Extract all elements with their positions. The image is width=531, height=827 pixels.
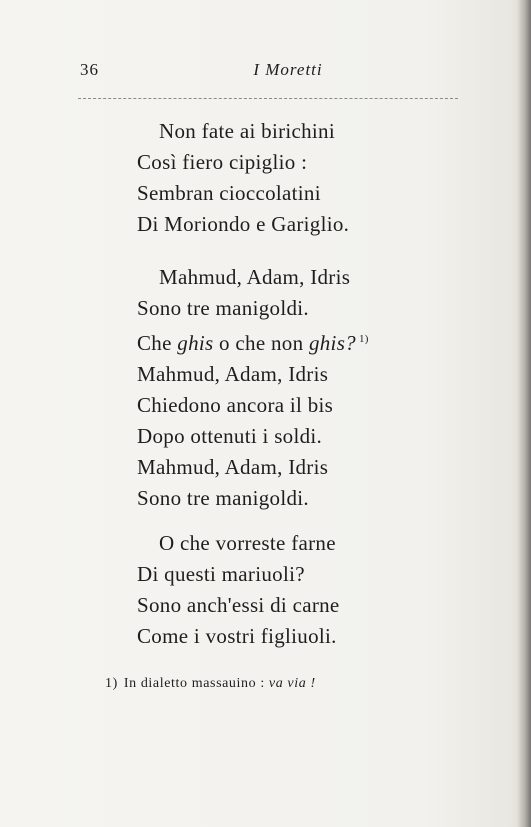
verse-line: Sono tre manigoldi. [137,296,309,320]
footnote-number: 1) [105,676,118,691]
verse-line: Sono anch'essi di carne [137,593,340,617]
verse-text: Che [137,331,178,355]
verse-italic: ghis? [308,331,356,355]
verse-line: O che vorreste farne [159,531,336,555]
footnote-text: In dialetto massauino : [123,676,269,691]
verse-line: Di Moriondo e Gariglio. [137,212,350,236]
stanza-1 [137,116,349,240]
running-title: I Moretti [253,60,323,79]
footnote-marker: 1) [358,333,369,345]
footnote [105,676,316,692]
stanza-2 [137,262,369,514]
stanza-3 [137,528,340,652]
verse-line: Di questi mariuoli? [137,562,305,586]
verse-line: Mahmud, Adam, Idris [137,362,329,386]
page-header [78,60,458,86]
page-number: 36 [80,60,99,79]
verse-line: Mahmud, Adam, Idris [159,265,351,289]
header-rule [78,98,458,99]
verse-line: Dopo ottenuti i soldi. [137,424,323,448]
footnote-italic: va via ! [268,676,316,691]
verse-italic: ghis [177,331,214,355]
verse-line: Sono tre manigoldi. [137,486,309,510]
verse-line: Non fate ai birichini [159,119,335,143]
verse-line-with-note [137,324,369,359]
verse-line: Chiedono ancora il bis [137,393,334,417]
verse-line: Come i vostri figliuoli. [137,624,337,648]
verse-text: o che non [213,331,309,355]
verse-line: Mahmud, Adam, Idris [137,455,329,479]
page-edge-shadow [517,0,531,827]
verse-line: Sembran cioccolatini [137,181,321,205]
verse-line: Così fiero cipiglio : [137,150,308,174]
